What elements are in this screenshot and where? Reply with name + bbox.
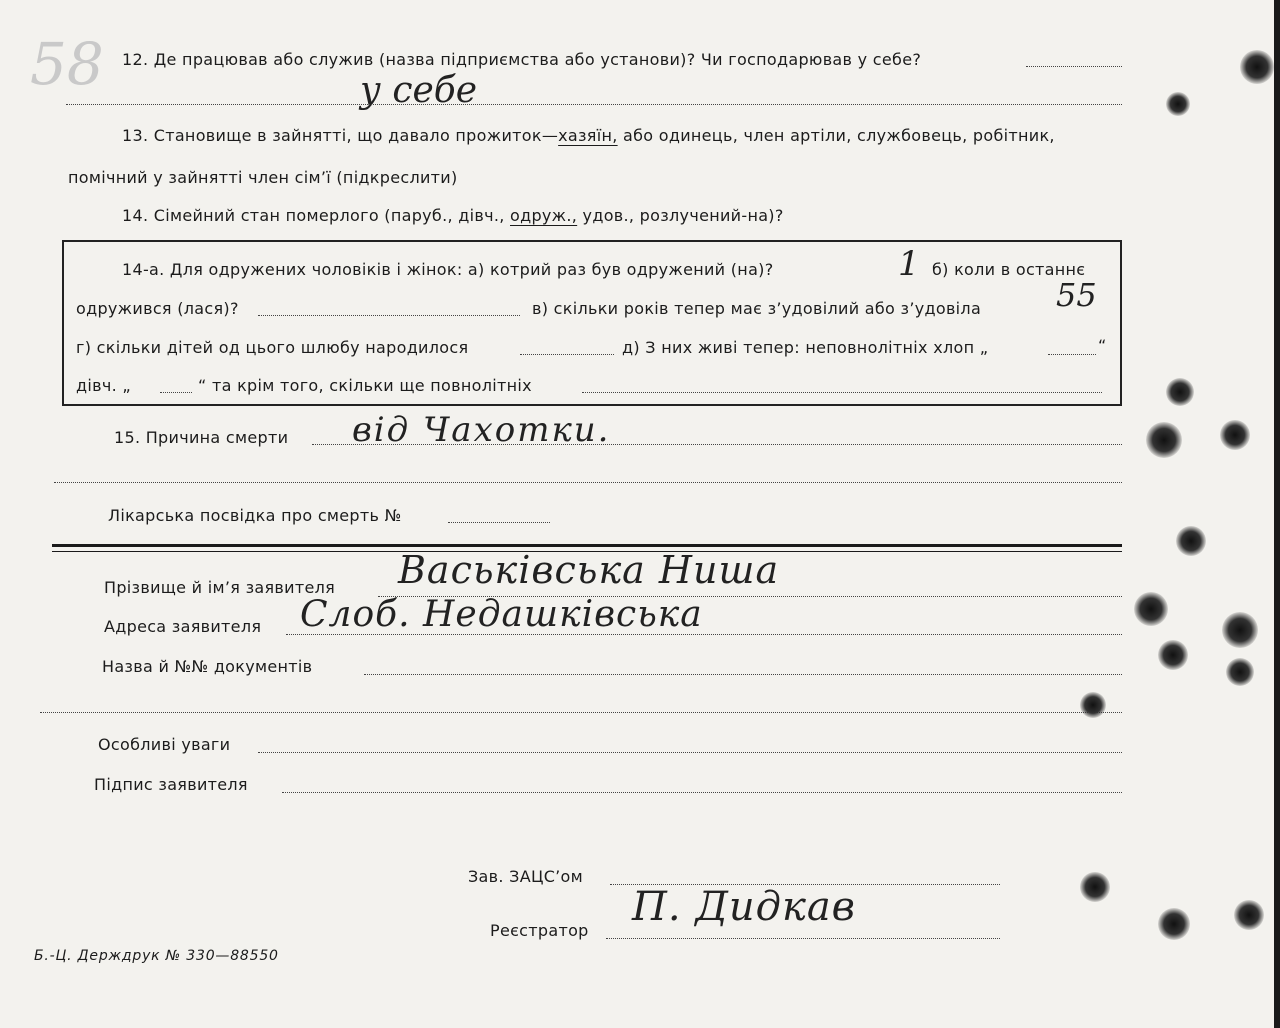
paper-hole-mark: [1166, 92, 1190, 116]
paper-hole-mark: [1220, 420, 1250, 450]
applicant-name-value: Васьківська Ниша: [398, 548, 780, 592]
q14a-line3-dots-2: [1048, 354, 1096, 355]
documents-second-line: [40, 712, 1122, 713]
q14a-line3-b: д) З них живі тепер: неповнолітніх хлоп „: [622, 338, 989, 357]
q14a-answer-years: 55: [1056, 276, 1097, 314]
q14a-line4-dots-1: [160, 392, 192, 393]
notes-line: [258, 752, 1122, 753]
applicant-address-line: [286, 634, 1122, 635]
paper-hole-mark: [1080, 872, 1110, 902]
q14a-line2-b: в) скільки років тепер має з’удовілий або з’удовіла: [532, 299, 982, 318]
q13-line2: помічний у зайнятті член сім’ї (підкреслити): [68, 168, 458, 187]
paper-hole-mark: [1176, 526, 1206, 556]
applicant-signature-label: Підпис заявителя: [94, 775, 248, 794]
q13-line1-post: або одинець, член артіли, службовець, робітник,: [617, 126, 1055, 145]
paper-hole-mark: [1222, 612, 1258, 648]
q14-post: удов., розлучений-на)?: [577, 206, 784, 225]
page-edge-shadow: [1274, 0, 1280, 1028]
medical-certificate-dots: [448, 522, 550, 523]
q15-label: 15. Причина смерти: [114, 428, 289, 447]
q14-line: [122, 206, 784, 225]
q13-line1: [122, 126, 1122, 145]
paper-hole-mark: [1166, 378, 1194, 406]
paper-hole-mark: [1134, 592, 1168, 626]
q12-label: 12. Де працював або служив (назва підприємства або установи)? Чи господарював у себе?: [122, 50, 922, 69]
margin-pencil-mark: 58: [30, 30, 104, 98]
q14-pre: 14. Сімейний стан померлого (паруб., дівч.,: [122, 206, 510, 225]
medical-certificate-label: Лікарська посвідка про смерть №: [108, 506, 402, 525]
applicant-name-label: Прізвище й ім’я заявителя: [104, 578, 336, 597]
q13-selected-option: хазяїн,: [558, 126, 618, 145]
registrar-signature-line: [606, 938, 1000, 939]
q14-selected-option: одруж.,: [510, 206, 578, 225]
registrar-label: Реєстратор: [490, 921, 589, 940]
q12-answer: у себе: [360, 70, 478, 111]
section-divider-thick: [52, 544, 1122, 547]
q12-dotted-line: [1026, 66, 1122, 67]
q14a-line2-dots: [258, 315, 520, 316]
paper-hole-mark: [1080, 692, 1106, 718]
paper-hole-mark: [1226, 658, 1254, 686]
notes-label: Особливі уваги: [98, 735, 231, 754]
q14a-line3-close: “: [1098, 336, 1107, 355]
q14a-line4-a: дівч. „: [76, 376, 131, 395]
q13-line1-pre: 13. Становище в зайнятті, що давало прожиток—: [122, 126, 559, 145]
q14a-answer-times: 1: [898, 244, 920, 284]
paper-hole-mark: [1158, 640, 1188, 670]
q14a-line3-dots-1: [520, 354, 614, 355]
q15-second-line: [54, 482, 1122, 483]
printer-imprint: Б.-Ц. Держдрук № 330—88550: [34, 948, 279, 964]
applicant-address-value: Слоб. Недашківська: [300, 594, 703, 635]
paper-hole-mark: [1146, 422, 1182, 458]
applicant-signature-line: [282, 792, 1122, 793]
q14a-line4-dots-2: [582, 392, 1102, 393]
head-label: Зав. ЗАЦС’ом: [468, 867, 584, 886]
q14a-line1-b: б) коли в останнє: [932, 260, 1086, 279]
paper-hole-mark: [1240, 50, 1274, 84]
q14a-line3-a: г) скільки дітей од цього шлюбу народилося: [76, 338, 469, 357]
paper-hole-mark: [1234, 900, 1264, 930]
q14a-line1: 14-а. Для одружених чоловіків і жінок: а) котрий раз був одружений (на)?: [122, 260, 774, 279]
documents-label: Назва й №№ документів: [102, 657, 313, 676]
q15-answer-line: [312, 444, 1122, 445]
applicant-address-label: Адреса заявителя: [104, 617, 262, 636]
q14a-line2-a: одружився (лася)?: [76, 299, 239, 318]
q15-answer: від Чахотки.: [352, 410, 611, 450]
q14a-line4-b: “ та крім того, скільки ще повнолітніх: [198, 376, 532, 395]
q12-answer-line: [66, 104, 1122, 105]
paper-hole-mark: [1158, 908, 1190, 940]
registrar-signature: П. Дидкав: [632, 884, 856, 930]
documents-line: [364, 674, 1122, 675]
